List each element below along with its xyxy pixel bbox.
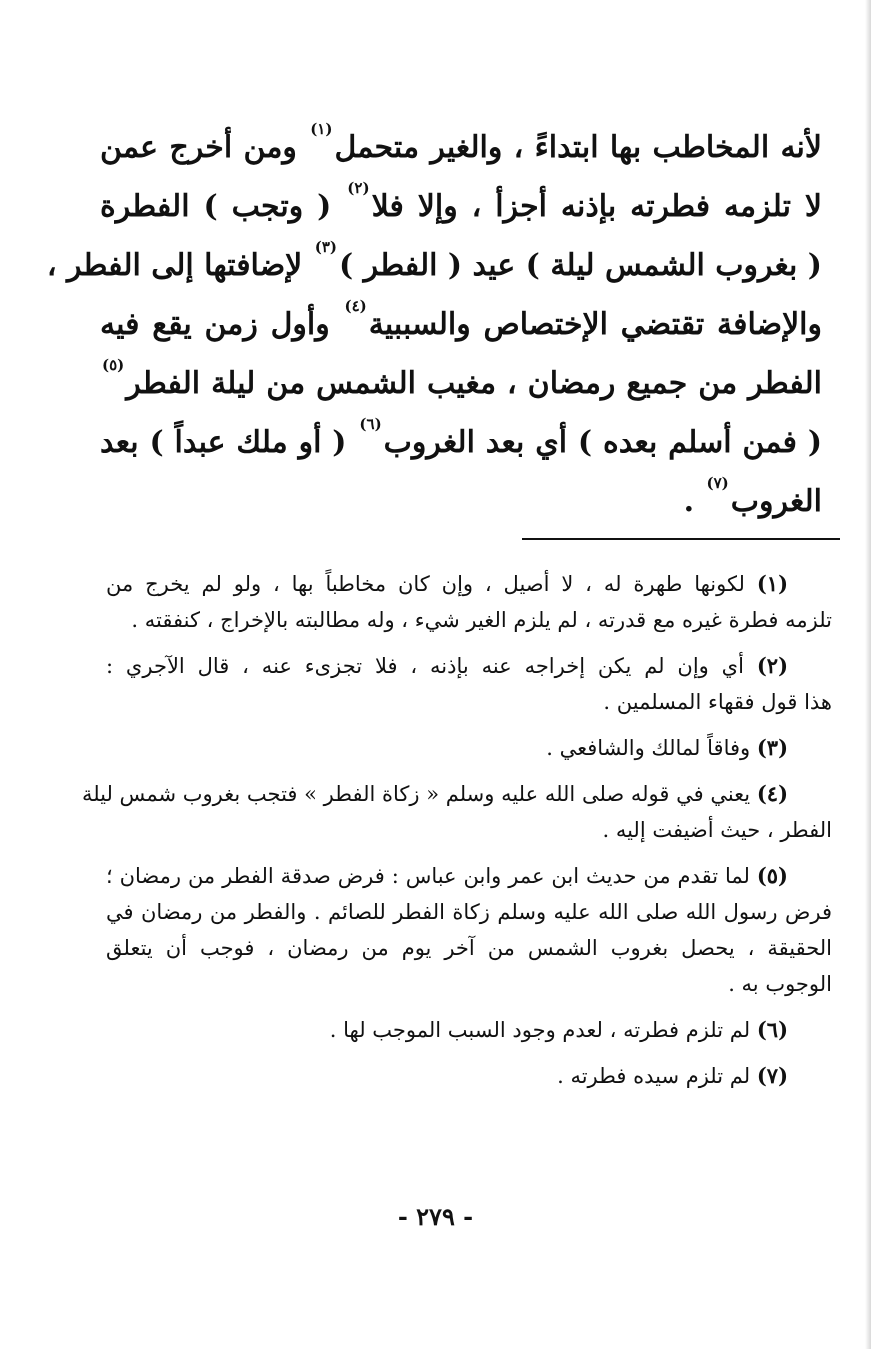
footnote-7 (106, 1058, 832, 1094)
footnote-line: (١) لكونها طهرة له ، لا أصيل ، وإن كان مخاطباً بها ، ولو لم يخرج من (106, 571, 788, 596)
footnote-3 (106, 730, 832, 766)
footnote-line: (٣) وفاقاً لمالك والشافعي . (546, 735, 788, 760)
main-text-line: لأنه المخاطب بها ابتداءً ، والغير متحمل$^{(١)}$ ومن أخرج عمن (100, 120, 823, 165)
footnote-line: (٤) يعني في قوله صلى الله عليه وسلم « زكاة الفطر » فتجب بغروب شمس ليلة (81, 781, 788, 806)
main-text-line: الفطر من جميع رمضان ، مغيب الشمس من ليلة الفطر$^{(٥)}$ (102, 356, 822, 401)
main-text-line: ( فمن أسلم بعده ) أي بعد الغروب$^{(٦)}$ ( أو ملك عبداً ) بعد (100, 415, 823, 460)
footnote-ref[interactable]: (٣) (314, 238, 337, 256)
footnote-number: (٣) (756, 735, 788, 760)
footnote-line: الفطر ، حيث أضيفت إليه . (602, 818, 832, 842)
footnote-4 (81, 776, 832, 848)
footnote-line: هذا قول فقهاء المسلمين . (603, 690, 832, 714)
footnote-ref[interactable]: (٥) (102, 356, 125, 374)
footnote-5 (106, 858, 832, 1002)
footnote-ref[interactable]: (٦) (359, 415, 382, 433)
footnote-number: (٧) (756, 1063, 788, 1088)
footnotes-section (81, 566, 832, 1104)
main-text-block (46, 118, 823, 531)
footnote-line: (٥) لما تقدم من حديث ابن عمر وابن عباس : فرض صدقة الفطر من رمضان ؛ (106, 863, 788, 888)
footnote-line: فرض رسول الله صلى الله عليه وسلم زكاة الفطر للصائم . والفطر من رمضان في (106, 900, 832, 924)
footnote-ref[interactable]: (٤) (344, 297, 367, 315)
footnote-number: (٥) (756, 863, 788, 888)
footnote-1 (106, 566, 832, 638)
footnote-line: (٧) لم تلزم سيده فطرته . (557, 1063, 788, 1088)
footnote-divider (522, 538, 840, 540)
page-edge-shadow (865, 0, 871, 1349)
footnote-6 (106, 1012, 832, 1048)
footnote-number: (٢) (756, 653, 788, 678)
footnote-number: (٤) (756, 781, 788, 806)
footnote-line: (٢) أي وإن لم يكن إخراجه عنه بإذنه ، فلا تجزىء عنه ، قال الآجري : (106, 653, 788, 678)
footnote-number: (١) (756, 571, 788, 596)
footnote-line: الوجوب به . (728, 972, 832, 996)
main-text-line: الغروب$^{(٧)}$ . (683, 474, 822, 519)
footnote-line: تلزمه فطرة غيره مع قدرته ، لم يلزم الغير شيء ، وله مطالبته بالإخراج ، كنفقته . (131, 608, 832, 632)
page-number: - ٢٧٩ - (397, 1202, 474, 1231)
main-text-line: ( بغروب الشمس ليلة ) عيد ( الفطر )$^{(٣)}$ لإضافتها إلى الفطر ، (46, 238, 822, 283)
footnote-ref[interactable]: (٢) (347, 179, 370, 197)
footnote-ref[interactable]: (٧) (706, 474, 729, 492)
footnote-ref[interactable]: (١) (310, 120, 333, 138)
main-text-line: والإضافة تقتضي الإختصاص والسببية$^{(٤)}$ وأول زمن يقع فيه (100, 297, 822, 342)
footnote-line: الحقيقة ، يحصل بغروب الشمس من آخر يوم من رمضان ، فوجب أن يتعلق (106, 936, 832, 960)
footnote-2 (106, 648, 832, 720)
footnote-number: (٦) (756, 1017, 788, 1042)
main-text-line: لا تلزمه فطرته بإذنه أجزأ ، وإلا فلا$^{(٢)}$ ( وتجب ) الفطرة (100, 179, 822, 224)
footnote-line: (٦) لم تلزم فطرته ، لعدم وجود السبب الموجب لها . (329, 1017, 788, 1042)
